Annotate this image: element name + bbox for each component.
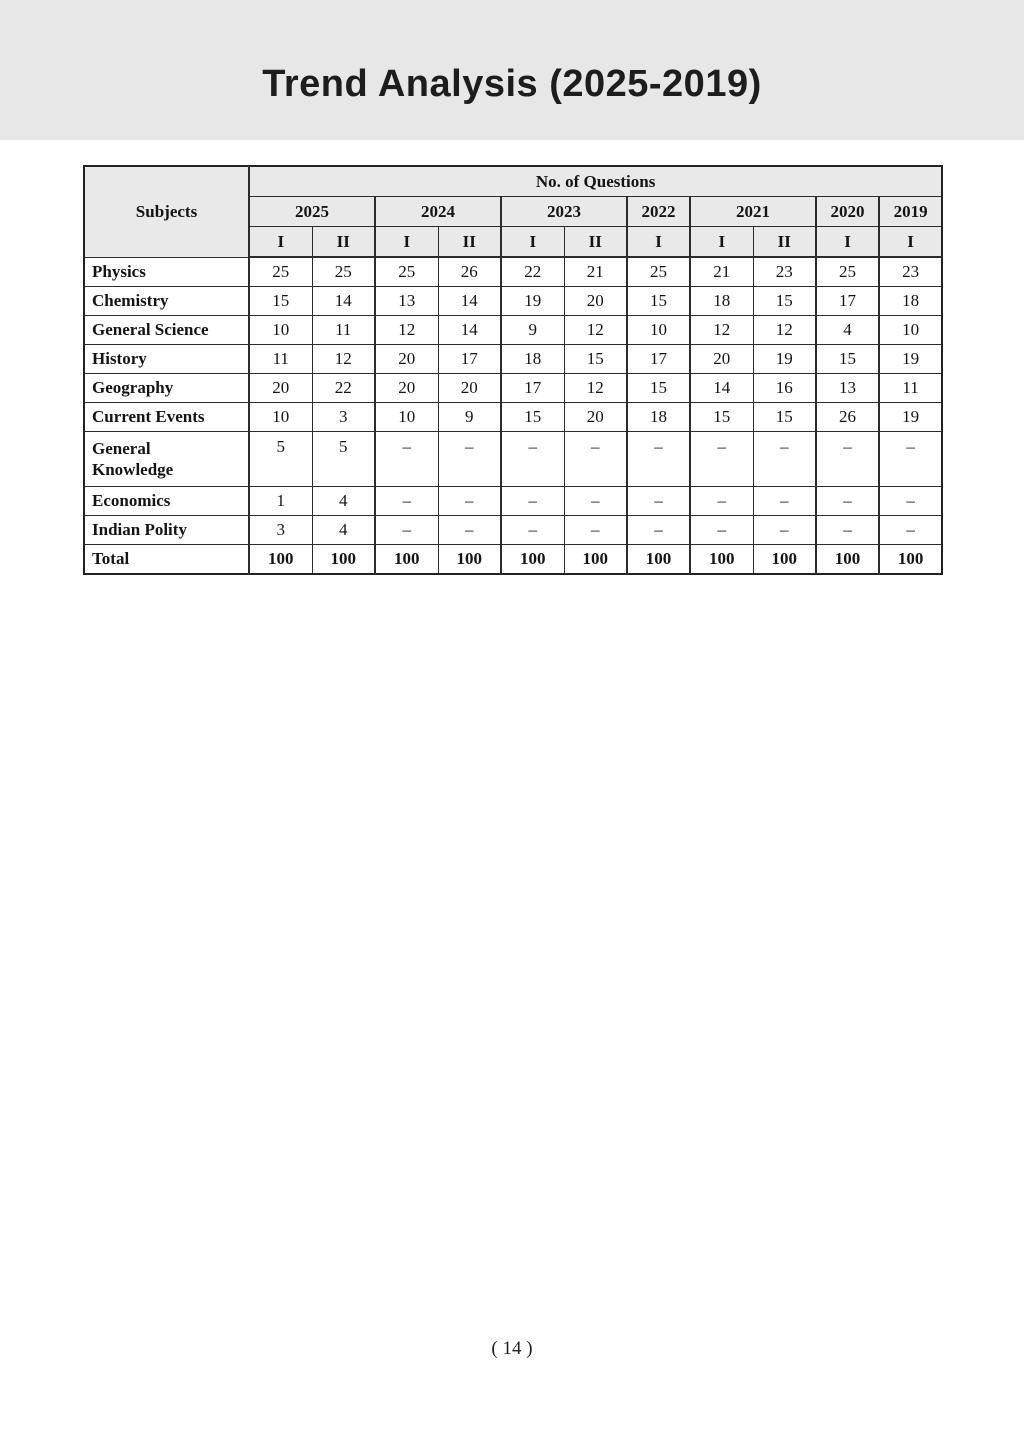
value-cell: – (627, 432, 690, 487)
year-header-2025: 2025 (249, 197, 375, 227)
value-cell: – (879, 487, 942, 516)
value-cell: – (438, 516, 501, 545)
value-cell: 15 (753, 287, 816, 316)
value-cell: – (375, 516, 438, 545)
value-cell: 22 (312, 374, 375, 403)
subject-cell: General Science (84, 316, 249, 345)
value-cell: – (564, 516, 627, 545)
value-cell: – (690, 516, 753, 545)
value-cell: 16 (753, 374, 816, 403)
value-cell: 21 (564, 257, 627, 287)
value-cell: 20 (249, 374, 312, 403)
value-cell: 10 (375, 403, 438, 432)
session-header-2023-I: I (501, 227, 564, 258)
value-cell: 19 (879, 345, 942, 374)
session-header-2024-I: I (375, 227, 438, 258)
value-cell: 19 (501, 287, 564, 316)
value-cell: 19 (879, 403, 942, 432)
year-header-2021: 2021 (690, 197, 816, 227)
value-cell: 13 (375, 287, 438, 316)
value-cell: – (690, 487, 753, 516)
value-cell: 10 (879, 316, 942, 345)
value-cell: 10 (249, 403, 312, 432)
value-cell: 100 (627, 545, 690, 575)
table-row (84, 257, 942, 287)
value-cell: 12 (564, 316, 627, 345)
page-title: Trend Analysis (2025-2019) (262, 62, 762, 105)
value-cell: 100 (816, 545, 879, 575)
value-cell: 100 (753, 545, 816, 575)
table-body (84, 257, 942, 574)
session-header-2023-II: II (564, 227, 627, 258)
value-cell: 9 (438, 403, 501, 432)
value-cell: – (753, 432, 816, 487)
page-number: ( 14 ) (491, 1338, 533, 1359)
value-cell: 4 (312, 487, 375, 516)
value-cell: 100 (501, 545, 564, 575)
value-cell: – (501, 516, 564, 545)
value-cell: 10 (627, 316, 690, 345)
title-banner (0, 0, 1024, 140)
session-header-2025-I: I (249, 227, 312, 258)
value-cell: 11 (249, 345, 312, 374)
value-cell: 11 (312, 316, 375, 345)
value-cell: 12 (753, 316, 816, 345)
value-cell: 20 (375, 345, 438, 374)
session-header-2021-I: I (690, 227, 753, 258)
value-cell: 100 (375, 545, 438, 575)
session-header-2021-II: II (753, 227, 816, 258)
subject-cell: General Knowledge (84, 432, 249, 487)
value-cell: 22 (501, 257, 564, 287)
session-header-2024-II: II (438, 227, 501, 258)
value-cell: 4 (816, 316, 879, 345)
subjects-column-header: Subjects (84, 166, 249, 257)
subject-cell: Geography (84, 374, 249, 403)
trend-table-container (83, 165, 941, 575)
subject-cell: Total (84, 545, 249, 575)
year-header-2023: 2023 (501, 197, 627, 227)
subject-cell: Indian Polity (84, 516, 249, 545)
value-cell: 20 (375, 374, 438, 403)
table-row (84, 287, 942, 316)
value-cell: 25 (816, 257, 879, 287)
value-cell: – (879, 432, 942, 487)
value-cell: 1 (249, 487, 312, 516)
value-cell: – (438, 487, 501, 516)
value-cell: 12 (690, 316, 753, 345)
value-cell: – (690, 432, 753, 487)
value-cell: 15 (501, 403, 564, 432)
value-cell: 12 (312, 345, 375, 374)
value-cell: 14 (312, 287, 375, 316)
table-row (84, 316, 942, 345)
value-cell: 18 (501, 345, 564, 374)
value-cell: 25 (375, 257, 438, 287)
value-cell: 15 (753, 403, 816, 432)
value-cell: – (375, 432, 438, 487)
value-cell: – (564, 432, 627, 487)
value-cell: – (816, 487, 879, 516)
value-cell: 17 (627, 345, 690, 374)
table-row (84, 403, 942, 432)
year-header-2022: 2022 (627, 197, 690, 227)
table-row (84, 516, 942, 545)
no-of-questions-header: No. of Questions (249, 166, 942, 197)
table-header (84, 166, 942, 257)
subject-cell: Economics (84, 487, 249, 516)
value-cell: 100 (249, 545, 312, 575)
session-header-2020-I: I (816, 227, 879, 258)
value-cell: 100 (879, 545, 942, 575)
value-cell: 14 (690, 374, 753, 403)
session-header-2022-I: I (627, 227, 690, 258)
value-cell: – (627, 516, 690, 545)
value-cell: 17 (816, 287, 879, 316)
value-cell: 3 (249, 516, 312, 545)
value-cell: – (753, 487, 816, 516)
value-cell: 100 (564, 545, 627, 575)
value-cell: 100 (312, 545, 375, 575)
value-cell: 12 (564, 374, 627, 403)
table-row (84, 545, 942, 575)
value-cell: 15 (816, 345, 879, 374)
value-cell: 18 (879, 287, 942, 316)
value-cell: 23 (753, 257, 816, 287)
table-row (84, 345, 942, 374)
value-cell: 14 (438, 287, 501, 316)
value-cell: – (564, 487, 627, 516)
subject-cell: Current Events (84, 403, 249, 432)
value-cell: – (375, 487, 438, 516)
value-cell: 18 (627, 403, 690, 432)
value-cell: 25 (312, 257, 375, 287)
value-cell: – (753, 516, 816, 545)
value-cell: 17 (501, 374, 564, 403)
value-cell: 4 (312, 516, 375, 545)
year-header-2019: 2019 (879, 197, 942, 227)
value-cell: 15 (249, 287, 312, 316)
value-cell: – (816, 516, 879, 545)
subject-cell: Chemistry (84, 287, 249, 316)
value-cell: 10 (249, 316, 312, 345)
value-cell: 21 (690, 257, 753, 287)
value-cell: 11 (879, 374, 942, 403)
value-cell: 15 (564, 345, 627, 374)
year-header-2020: 2020 (816, 197, 879, 227)
value-cell: 12 (375, 316, 438, 345)
subject-cell: History (84, 345, 249, 374)
value-cell: 13 (816, 374, 879, 403)
value-cell: 9 (501, 316, 564, 345)
value-cell: 25 (249, 257, 312, 287)
value-cell: – (627, 487, 690, 516)
subject-cell: Physics (84, 257, 249, 287)
value-cell: 15 (690, 403, 753, 432)
value-cell: 20 (690, 345, 753, 374)
value-cell: 100 (438, 545, 501, 575)
value-cell: 100 (690, 545, 753, 575)
value-cell: 15 (627, 374, 690, 403)
value-cell: – (816, 432, 879, 487)
value-cell: 5 (312, 432, 375, 487)
table-row (84, 432, 942, 487)
value-cell: – (438, 432, 501, 487)
value-cell: 18 (690, 287, 753, 316)
value-cell: 20 (564, 403, 627, 432)
table-row (84, 374, 942, 403)
value-cell: 3 (312, 403, 375, 432)
value-cell: – (879, 516, 942, 545)
session-header-2019-I: I (879, 227, 942, 258)
value-cell: 17 (438, 345, 501, 374)
value-cell: 15 (627, 287, 690, 316)
value-cell: 19 (753, 345, 816, 374)
table-row (84, 487, 942, 516)
value-cell: 26 (816, 403, 879, 432)
value-cell: 26 (438, 257, 501, 287)
value-cell: 20 (438, 374, 501, 403)
value-cell: 5 (249, 432, 312, 487)
session-header-2025-II: II (312, 227, 375, 258)
value-cell: – (501, 432, 564, 487)
trend-analysis-table (83, 165, 943, 575)
value-cell: 14 (438, 316, 501, 345)
year-header-2024: 2024 (375, 197, 501, 227)
value-cell: 23 (879, 257, 942, 287)
value-cell: 20 (564, 287, 627, 316)
value-cell: 25 (627, 257, 690, 287)
value-cell: – (501, 487, 564, 516)
